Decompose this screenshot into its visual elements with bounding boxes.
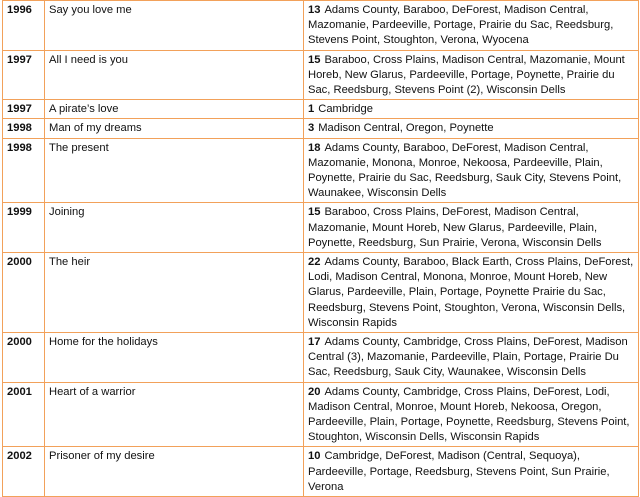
locations-cell <box>304 1 639 51</box>
year-cell: 2000 <box>3 253 45 333</box>
title-cell: Man of my dreams <box>45 119 304 138</box>
title-cell: A pirate’s love <box>45 100 304 119</box>
location-count: 18 <box>308 141 321 154</box>
title-cell: Home for the holidays <box>45 333 304 383</box>
year-cell: 1998 <box>3 119 45 138</box>
location-count: 20 <box>308 385 321 398</box>
table-row <box>3 138 639 203</box>
location-count: 15 <box>308 206 321 219</box>
location-list: Madison Central, Oregon, Poynette <box>318 122 494 135</box>
table-row <box>3 203 639 253</box>
location-count: 22 <box>308 256 321 269</box>
year-cell: 2001 <box>3 382 45 447</box>
table-row <box>3 50 639 100</box>
locations-cell <box>304 382 639 447</box>
year-cell: 1996 <box>3 1 45 51</box>
locations-cell <box>304 100 639 119</box>
year-cell: 2002 <box>3 447 45 497</box>
year-cell: 1997 <box>3 100 45 119</box>
title-cell: The heir <box>45 253 304 333</box>
title-cell: The present <box>45 138 304 203</box>
year-cell: 2000 <box>3 333 45 383</box>
location-count: 13 <box>308 4 321 16</box>
year-cell: 1997 <box>3 50 45 100</box>
year-cell: 1998 <box>3 138 45 203</box>
location-list: Baraboo, Cross Plains, DeForest, Madison Central, Mazomanie, Mount Horeb, New Glarus, Pardeeville, Plain, Poynette, Reedsburg, Sun Prairie, Verona, Wisconsin Dells <box>308 206 602 249</box>
table-row <box>3 333 639 383</box>
location-list: Adams County, Baraboo, DeForest, Madison Central, Mazomanie, Monona, Monroe, Nekoosa, Pardeeville, Plain, Poynette, Prairie du Sac, Reedsburg, Sauk City, Stevens Point, Waunakee, Wisconsin Dells <box>308 141 622 200</box>
title-cell: Say you love me <box>45 1 304 51</box>
locations-cell <box>304 253 639 333</box>
location-list: Baraboo, Cross Plains, Madison Central, Mazomanie, Mount Horeb, New Glarus, Pardeeville, Portage, Poynette, Prairie du Sac, Reedsburg, Stevens Point (2), Wisconsin Dells <box>308 53 625 97</box>
location-list: Adams County, Cambridge, Cross Plains, DeForest, Madison Central (3), Mazomanie, Pardeeville, Plain, Portage, Prairie Du Sac, Reedsburg, Sauk City, Waunakee, Wisconsin Dells <box>308 336 628 379</box>
locations-cell <box>304 138 639 203</box>
table-row <box>3 253 639 333</box>
location-list: Adams County, Baraboo, DeForest, Madison Central, Mazomanie, Pardeeville, Portage, Prairie du Sac, Reedsburg, Stevens Point, Stoughton, Verona, Wyocena <box>308 4 614 47</box>
location-count: 10 <box>308 450 321 463</box>
location-list: Cambridge <box>318 103 373 116</box>
location-count: 3 <box>308 122 315 135</box>
books-table <box>2 0 639 497</box>
table-row <box>3 382 639 447</box>
year-cell: 1999 <box>3 203 45 253</box>
locations-cell <box>304 333 639 383</box>
location-count: 1 <box>308 103 315 116</box>
title-cell: All I need is you <box>45 50 304 100</box>
location-list: Cambridge, DeForest, Madison (Central, Sequoya), Pardeeville, Portage, Reedsburg, Stevens Point, Sun Prairie, Verona <box>308 450 610 493</box>
title-cell: Prisoner of my desire <box>45 447 304 497</box>
location-count: 15 <box>308 53 321 66</box>
table-row <box>3 100 639 119</box>
title-cell: Joining <box>45 203 304 253</box>
title-cell: Heart of a warrior <box>45 382 304 447</box>
table-row <box>3 1 639 51</box>
locations-cell <box>304 50 639 100</box>
location-count: 17 <box>308 336 321 349</box>
location-list: Adams County, Cambridge, Cross Plains, DeForest, Lodi, Madison Central, Monroe, Mount Horeb, Nekoosa, Oregon, Pardeeville, Plain, Portage, Poynette, Reedsburg, Stevens Point, Stoughton, Wisconsin Dells, Wisconsin Rapids <box>308 385 630 444</box>
location-list: Adams County, Baraboo, Black Earth, Cross Plains, DeForest, Lodi, Madison Central, Monona, Monroe, Mount Horeb, New Glarus, Pardeeville, Plain, Portage, Poynette Prairie du Sac, Reedsburg, Stevens Point, Stoughton, Verona, Wisconsin Dells, Wisconsin Rapids <box>308 256 634 329</box>
locations-cell <box>304 203 639 253</box>
table-row <box>3 119 639 138</box>
locations-cell <box>304 119 639 138</box>
